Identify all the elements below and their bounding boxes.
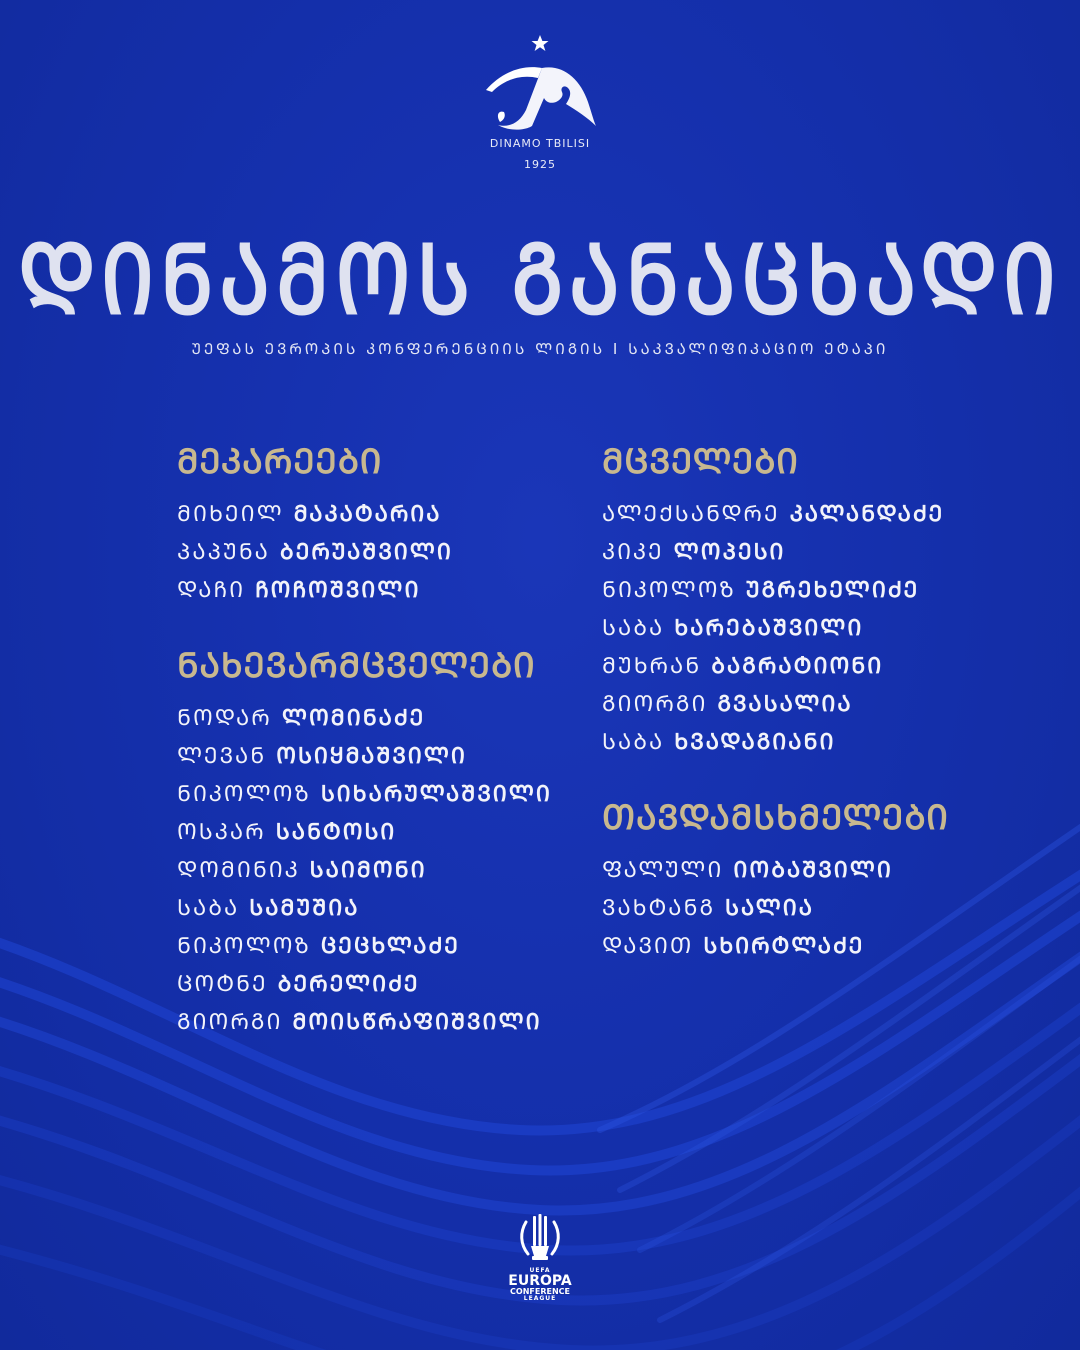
goalkeepers-section (177, 432, 597, 610)
club-crest (440, 30, 640, 190)
player-last-name: ᲣᲒᲠᲔᲮᲔᲚᲘᲫᲔ (745, 578, 920, 603)
player-row (602, 572, 1022, 610)
uecl-line4: LEAGUE (523, 1295, 557, 1302)
player-last-name: ᲙᲐᲚᲐᲜᲓᲐᲫᲔ (789, 502, 945, 527)
player-row (177, 852, 597, 890)
player-first-name: ᲕᲐᲮᲢᲐᲜᲒ (602, 896, 716, 921)
player-first-name: ᲞᲐᲞᲣᲜᲐ (177, 540, 270, 565)
player-first-name: ᲡᲐᲑᲐ (602, 616, 665, 641)
player-first-name: ᲡᲐᲑᲐ (602, 730, 665, 755)
player-first-name: ᲐᲚᲔᲥᲡᲐᲜᲓᲠᲔ (602, 502, 780, 527)
player-last-name: ᲡᲘᲮᲐᲠᲣᲚᲐᲨᲕᲘᲚᲘ (320, 782, 552, 807)
player-row (177, 776, 597, 814)
player-row (177, 700, 597, 738)
player-first-name: ᲛᲣᲮᲠᲐᲜ (602, 654, 702, 679)
player-first-name: ᲒᲘᲝᲠᲒᲘ (602, 692, 708, 717)
player-last-name: ᲚᲝᲛᲘᲜᲐᲫᲔ (281, 706, 426, 731)
player-first-name: ᲪᲝᲢᲜᲔ (177, 972, 268, 997)
player-row (602, 686, 1022, 724)
conference-league-trophy-icon (518, 1212, 562, 1264)
player-first-name: ᲝᲡᲙᲐᲠ (177, 820, 266, 845)
player-row (602, 852, 1022, 890)
conference-league-logo (500, 1212, 580, 1322)
player-last-name: ᲛᲝᲘᲡᲬᲠᲐᲤᲘᲨᲕᲘᲚᲘ (292, 1010, 542, 1035)
player-row (602, 724, 1022, 762)
page-title: ᲓᲘᲜᲐᲛᲝᲡ ᲒᲐᲜᲐᲪᲮᲐᲓᲘ (17, 223, 1063, 336)
player-row (177, 966, 597, 1004)
player-row (602, 928, 1022, 966)
player-row (177, 572, 597, 610)
player-last-name: ᲡᲮᲘᲠᲢᲚᲐᲫᲔ (703, 934, 865, 959)
player-row (602, 610, 1022, 648)
player-first-name: ᲡᲐᲑᲐ (177, 896, 240, 921)
midfielders-section (177, 636, 597, 1042)
player-last-name: ᲩᲝᲩᲝᲨᲕᲘᲚᲘ (255, 578, 421, 603)
player-first-name: ᲛᲘᲮᲔᲘᲚ (177, 502, 284, 527)
player-last-name: ᲑᲔᲠᲔᲚᲘᲫᲔ (277, 972, 420, 997)
uecl-line3: CONFERENCE (510, 1287, 570, 1296)
forwards-section (602, 788, 1022, 966)
player-row (177, 814, 597, 852)
uecl-line2: EUROPA (508, 1273, 572, 1289)
player-first-name: ᲓᲝᲛᲘᲜᲘᲙ (177, 858, 300, 883)
dinamo-d-crest-icon (480, 30, 600, 135)
section-heading: ᲗᲐᲕᲓᲐᲛᲡᲮᲛᲔᲚᲔᲑᲘ (602, 798, 949, 838)
section-heading: ᲛᲔᲙᲐᲠᲔᲔᲑᲘ (177, 442, 383, 482)
player-last-name: ᲑᲐᲒᲠᲐᲢᲘᲝᲜᲘ (711, 654, 884, 679)
player-last-name: ᲡᲐᲛᲣᲨᲘᲐ (249, 896, 360, 921)
player-last-name: ᲮᲐᲠᲔᲑᲐᲨᲕᲘᲚᲘ (674, 616, 864, 641)
page-subtitle: ᲣᲔᲤᲐᲡ ᲔᲕᲠᲝᲞᲘᲡ ᲙᲝᲜᲤᲔᲠᲔᲜᲪᲘᲘᲡ ᲚᲘᲒᲘᲡ I ᲡᲐᲙᲕᲐᲚᲘᲤᲘᲙᲐᲪᲘᲝ ᲔᲢᲐᲞᲘ (191, 340, 889, 358)
player-row (177, 496, 597, 534)
right-column (602, 432, 1022, 992)
player-row (602, 534, 1022, 572)
player-last-name: ᲮᲕᲐᲓᲐᲒᲘᲐᲜᲘ (674, 730, 836, 755)
player-first-name: ᲙᲘᲙᲔ (602, 540, 664, 565)
player-first-name: ᲜᲘᲙᲝᲚᲝᲖ (602, 578, 736, 603)
player-last-name: ᲚᲝᲞᲔᲡᲘ (673, 540, 786, 565)
club-year: 1925 (524, 158, 556, 171)
player-first-name: ᲜᲘᲙᲝᲚᲝᲖ (177, 934, 311, 959)
player-last-name: ᲪᲔᲪᲮᲚᲐᲫᲔ (320, 934, 460, 959)
player-last-name: ᲘᲝᲑᲐᲨᲕᲘᲚᲘ (733, 858, 893, 883)
player-first-name: ᲤᲐᲚᲣᲚᲘ (602, 858, 724, 883)
defenders-section (602, 432, 1022, 762)
star-icon (532, 35, 549, 51)
section-heading: ᲛᲪᲕᲔᲚᲔᲑᲘ (602, 442, 799, 482)
player-row (602, 890, 1022, 928)
player-first-name: ᲓᲐᲩᲘ (177, 578, 246, 603)
club-name: DINAMO TBILISI (489, 137, 591, 150)
player-row (177, 890, 597, 928)
uecl-line1: UEFA (529, 1267, 551, 1274)
player-row (177, 1004, 597, 1042)
player-first-name: ᲓᲐᲕᲘᲗ (602, 934, 694, 959)
player-last-name: ᲡᲐᲜᲢᲝᲡᲘ (275, 820, 397, 845)
player-row (602, 648, 1022, 686)
player-row (177, 928, 597, 966)
player-first-name: ᲜᲝᲓᲐᲠ (177, 706, 272, 731)
player-last-name: ᲑᲔᲠᲣᲐᲨᲕᲘᲚᲘ (279, 540, 453, 565)
player-last-name: ᲡᲐᲚᲘᲐ (725, 896, 814, 921)
left-column (177, 432, 597, 1068)
player-last-name: ᲛᲐᲙᲐᲢᲐᲠᲘᲐ (293, 502, 442, 527)
player-last-name: ᲒᲕᲐᲡᲐᲚᲘᲐ (717, 692, 853, 717)
section-heading: ᲜᲐᲮᲔᲕᲐᲠᲛᲪᲕᲔᲚᲔᲑᲘ (177, 646, 536, 686)
player-row (177, 738, 597, 776)
player-first-name: ᲚᲔᲕᲐᲜ (177, 744, 267, 769)
player-row (602, 496, 1022, 534)
player-last-name: ᲡᲐᲘᲛᲝᲜᲘ (309, 858, 427, 883)
player-row (177, 534, 597, 572)
player-last-name: ᲝᲡᲘᲧᲛᲐᲨᲕᲘᲚᲘ (276, 744, 467, 769)
player-first-name: ᲒᲘᲝᲠᲒᲘ (177, 1010, 283, 1035)
player-first-name: ᲜᲘᲙᲝᲚᲝᲖ (177, 782, 311, 807)
